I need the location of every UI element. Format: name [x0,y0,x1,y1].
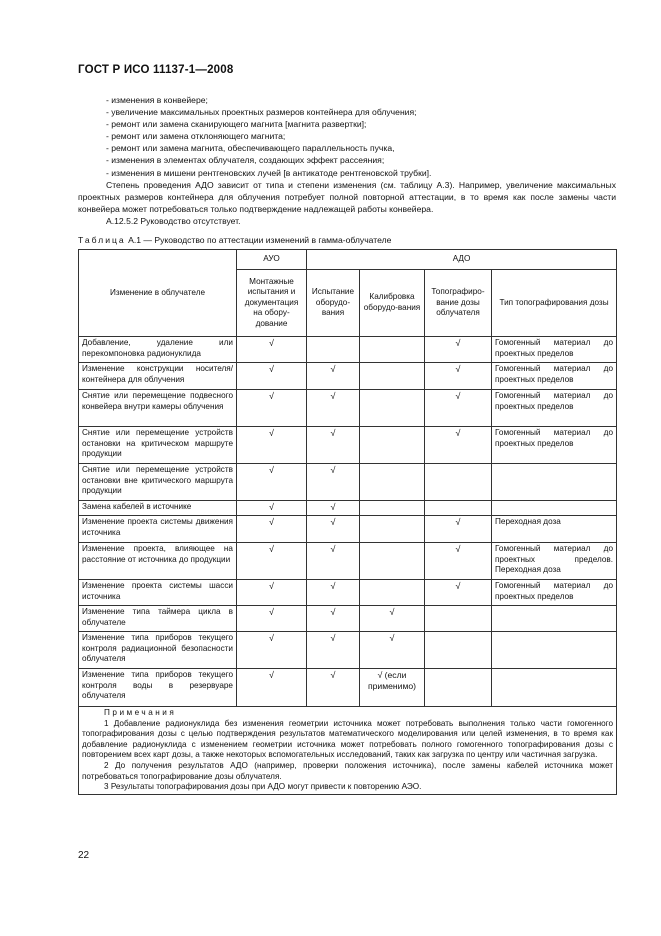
equipment-test-cell: √ [307,669,360,707]
equipment-test-cell: √ [307,427,360,464]
change-cell: Замена кабелей в источнике [79,501,237,516]
header-mapping-type: Тип топографирования дозы [492,270,617,337]
mapping-type-cell: Переходная доза [492,516,617,543]
table-notes [79,707,617,795]
mapping-type-cell [492,501,617,516]
header-change: Изменение в облучателе [79,250,237,337]
calibration-cell [360,464,425,501]
change-cell: Изменение типа приборов текущего контроля радиационной безопасности облучателя [79,632,237,669]
calibration-cell: √ [360,632,425,669]
table-row [79,669,617,707]
mapping-type-cell: Гомогенный материал до проектных пределов [492,390,617,427]
install-tests-cell: √ [237,606,307,632]
mapping-type-cell: Гомогенный материал до проектных пределов [492,427,617,464]
dose-mapping-cell: √ [425,543,492,580]
notes-heading: Примечания [104,708,177,717]
dose-mapping-cell: √ [425,580,492,606]
note-item: 3 Результаты топографирования дозы при АДО могут привести к повторению АЭО. [104,782,422,792]
install-tests-cell: √ [237,337,307,363]
equipment-test-cell: √ [307,464,360,501]
table-row [79,580,617,606]
bullet-item: - изменения в элементах облучателя, создающих эффект рассеяния; [106,155,385,166]
equipment-test-cell: √ [307,632,360,669]
install-tests-cell: √ [237,580,307,606]
note-item: 2 До получения результатов АДО (например, проверки положения источника), после замены кабелей источника может потребоваться топографирование дозы облучателя. [82,760,614,781]
caption-word: Таблица [78,235,126,245]
table-row [79,390,617,427]
install-tests-cell: √ [237,464,307,501]
table-row [79,516,617,543]
caption-text: А.1 — Руководство по аттестации изменений в гамма-облучателе [125,235,392,245]
table-row [79,427,617,464]
calibration-cell [360,427,425,464]
install-tests-cell: √ [237,501,307,516]
change-cell: Изменение проекта, влияющее на расстояние от источника до продукции [79,543,237,580]
mapping-type-cell: Гомогенный материал до проектных пределов. Переходная доза [492,543,617,580]
mapping-type-cell [492,464,617,501]
table-row [79,337,617,363]
equipment-test-cell [307,337,360,363]
header-install-tests: Монтажные испытания и документация на обору-дование [237,270,307,337]
mapping-type-cell [492,632,617,669]
page-number: 22 [78,850,90,861]
mapping-type-cell: Гомогенный материал до проектных пределов [492,337,617,363]
install-tests-cell: √ [237,363,307,390]
dose-mapping-cell: √ [425,390,492,427]
install-tests-cell: √ [237,390,307,427]
clause-text: А.12.5.2 Руководство отсутствует. [106,215,241,226]
header-calibration: Калибровка оборудо-вания [360,270,425,337]
mapping-type-cell: Гомогенный материал до проектных пределов [492,363,617,390]
calibration-cell [360,580,425,606]
bullet-item: - ремонт или замена сканирующего магнита [магнита развертки]; [106,119,367,130]
calibration-cell [360,501,425,516]
table-row [79,606,617,632]
bullet-item: - изменения в мишени рентгеновских лучей [в антикатоде рентгеновской трубки]. [106,167,432,178]
calibration-cell: √ [360,606,425,632]
change-cell: Изменение типа приборов текущего контроля воды в резервуаре облучателя [79,669,237,707]
calibration-cell [360,337,425,363]
dose-mapping-cell [425,501,492,516]
table-row [79,543,617,580]
equipment-test-cell: √ [307,390,360,427]
intro-text [78,94,616,227]
dose-mapping-cell: √ [425,363,492,390]
install-tests-cell: √ [237,669,307,707]
change-cell: Изменение типа таймера цикла в облучателе [79,606,237,632]
header-group-ado: АДО [307,250,617,270]
dose-mapping-cell [425,632,492,669]
change-cell: Снятие или перемещение устройств остановки вне критического маршрута продукции [79,464,237,501]
equipment-test-cell: √ [307,363,360,390]
change-cell: Добавление, удаление или перекомпоновка радионуклида [79,337,237,363]
note-item: 1 Добавление радионуклида без изменения геометрии источника может потребовать выполнения только части гомогенного топографирования дозы с целью подтверждения результатов математического моделирования или целей изменения, в то время как добавление радионуклида с изменением геометрии источника может потребовать полного гомогенного топографирования дозы с повторением всех карт дозы, а также некоторых вспомогательных исследований, таких как загрузка по центру или частичная загрузка. [82,718,614,760]
mapping-type-cell [492,606,617,632]
table-caption [78,235,391,245]
dose-mapping-cell [425,606,492,632]
header-dose-mapping: Топографиро-вание дозы облучателя [425,270,492,337]
dose-mapping-cell [425,464,492,501]
bullet-item: - ремонт или замена отклоняющего магнита; [106,131,286,142]
change-cell: Снятие или перемещение подвесного конвейера внутри камеры облучения [79,390,237,427]
install-tests-cell: √ [237,632,307,669]
header-group-auo: АУО [237,250,307,270]
equipment-test-cell: √ [307,543,360,580]
bullet-item: - увеличение максимальных проектных размеров контейнера для облучения; [106,107,417,118]
equipment-test-cell: √ [307,516,360,543]
guidance-table [78,249,617,795]
document-header: ГОСТ Р ИСО 11137-1—2008 [78,64,234,76]
dose-mapping-cell [425,669,492,707]
bullet-item: - изменения в конвейере; [106,95,208,105]
calibration-cell: √ (если применимо) [360,669,425,707]
table-row [79,464,617,501]
equipment-test-cell: √ [307,606,360,632]
dose-mapping-cell: √ [425,427,492,464]
header-equipment-test: Испытание оборудо-вания [307,270,360,337]
calibration-cell [360,516,425,543]
install-tests-cell: √ [237,516,307,543]
intro-paragraph: Степень проведения АДО зависит от типа и степени изменения (см. таблицу А.3). Например, увеличение максимальных проектных размеров контейнера для облучения потребует полной повторной аттестации, в то время как после замены части конвейера может потребоваться только подтверждение надлежащей работы конвейера. [78,179,616,214]
change-cell: Снятие или перемещение устройств остановки на критическом маршруте продукции [79,427,237,464]
table-row [79,632,617,669]
change-cell: Изменение конструкции носителя/контейнера для облучения [79,363,237,390]
table-row [79,363,617,390]
calibration-cell [360,363,425,390]
table-row [79,501,617,516]
mapping-type-cell [492,669,617,707]
calibration-cell [360,543,425,580]
change-cell: Изменение проекта системы шасси источника [79,580,237,606]
install-tests-cell: √ [237,543,307,580]
install-tests-cell: √ [237,427,307,464]
equipment-test-cell: √ [307,580,360,606]
bullet-item: - ремонт или замена магнита, обеспечивающего параллельность пучка, [106,143,395,154]
change-cell: Изменение проекта системы движения источника [79,516,237,543]
dose-mapping-cell: √ [425,337,492,363]
equipment-test-cell: √ [307,501,360,516]
dose-mapping-cell: √ [425,516,492,543]
mapping-type-cell: Гомогенный материал до проектных пределов [492,580,617,606]
calibration-cell [360,390,425,427]
